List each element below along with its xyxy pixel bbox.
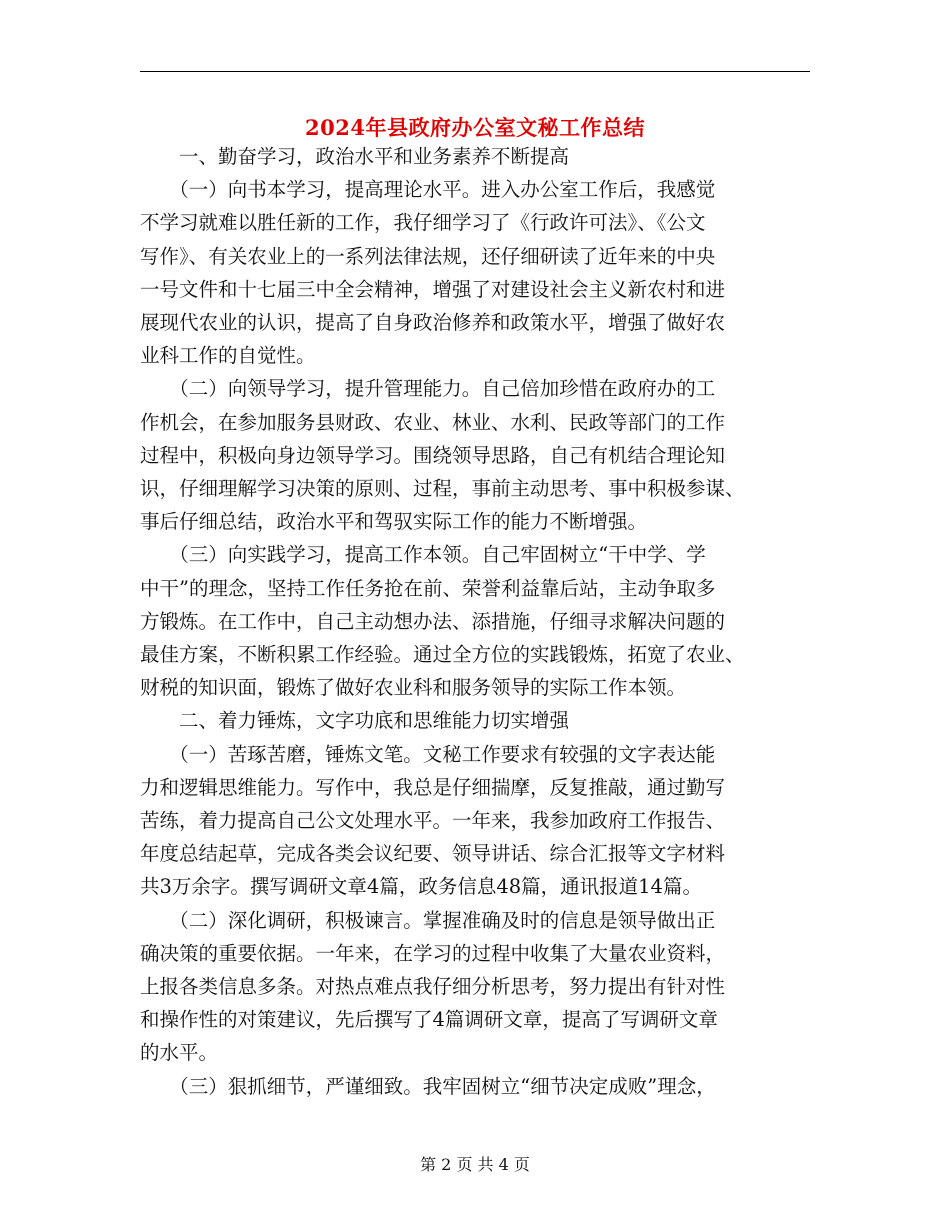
paragraph [140, 1070, 810, 1103]
paragraph [140, 738, 810, 904]
text-line: （三）狠抓细节，严谨细致。我牢固树立“细节决定成败”理念， [140, 1074, 716, 1098]
text-line: 苦练，着力提高自己公文处理水平。一年来，我参加政府工作报告、 [140, 809, 726, 833]
text-line: 一号文件和十七届三中全会精神，增强了对建设社会主义新农村和进 [140, 277, 726, 301]
text-line: 方锻炼。在工作中，自己主动想办法、添措施，仔细寻求解决问题的 [140, 609, 726, 633]
text-line: （一）苦琢苦磨，锤炼文笔。文秘工作要求有较强的文字表达能 [140, 742, 716, 766]
paragraph [140, 538, 810, 704]
text-line: 写作》、有关农业上的一系列法律法规，还仔细研读了近年来的中央 [140, 244, 716, 268]
document-body [140, 140, 810, 1103]
text-line: 中干”的理念，坚持工作任务抢在前、荣誉利益靠后站，主动争取多 [140, 576, 716, 600]
text-line: 上报各类信息多条。对热点难点我仔细分析思考，努力提出有针对性 [140, 975, 726, 999]
text-line: （二）向领导学习，提升管理能力。自己倍加珍惜在政府办的工 [140, 377, 716, 401]
text-line: （一）向书本学习，提高理论水平。进入办公室工作后，我感觉 [140, 178, 716, 202]
document-title: 2024年县政府办公室文秘工作总结 [305, 115, 645, 140]
paragraph [140, 904, 810, 1070]
text-line: 识，仔细理解学习决策的原则、过程，事前主动思考、事中积极参谋、 [140, 477, 745, 501]
text-line: 展现代农业的认识，提高了自身政治修养和政策水平，增强了做好农 [140, 311, 726, 335]
text-line: 最佳方案，不断积累工作经验。通过全方位的实践锻炼，拓宽了农业、 [140, 643, 745, 667]
text-line: 确决策的重要依据。一年来，在学习的过程中收集了大量农业资料， [140, 941, 726, 965]
text-line: （二）深化调研，积极谏言。掌握准确及时的信息是领导做出正 [140, 908, 716, 932]
header-rule [140, 71, 810, 72]
text-line: 一、勤奋学习，政治水平和业务素养不断提高 [140, 145, 570, 168]
text-line: 事后仔细总结，政治水平和驾驭实际工作的能力不断增强。 [140, 510, 648, 534]
text-line: 过程中，积极向身边领导学习。围绕领导思路，自己有机结合理论知 [140, 443, 726, 467]
text-line: 二、着力锤炼，文字功底和思维能力切实增强 [140, 709, 570, 733]
paragraph [140, 704, 810, 737]
text-line: 和操作性的对策建议，先后撰写了4篇调研文章，提高了写调研文章 [140, 1008, 718, 1032]
paragraph [140, 372, 810, 538]
text-line: （三）向实践学习，提高工作本领。自己牢固树立“干中学、学 [140, 543, 706, 567]
text-line: 不学习就难以胜任新的工作，我仔细学习了《行政许可法》、《公文 [140, 211, 706, 235]
text-line: 财税的知识面，锻炼了做好农业科和服务领导的实际工作本领。 [140, 676, 687, 700]
text-line: 共3万余字。撰写调研文章4篇，政务信息48篇，通讯报道14篇。 [140, 875, 702, 899]
text-line: 力和逻辑思维能力。写作中，我总是仔细揣摩，反复推敲，通过勤写 [140, 775, 726, 799]
text-line: 作机会，在参加服务县财政、农业、林业、水利、民政等部门的工作 [140, 410, 726, 434]
paragraph [140, 173, 810, 372]
text-line: 业科工作的自觉性。 [140, 344, 316, 368]
paragraph [140, 140, 810, 173]
text-line: 年度总结起草，完成各类会议纪要、领导讲话、综合汇报等文字材料 [140, 842, 726, 866]
page-footer: 第 2 页 共 4 页 [420, 1155, 530, 1174]
text-line: 的水平。 [140, 1041, 219, 1065]
